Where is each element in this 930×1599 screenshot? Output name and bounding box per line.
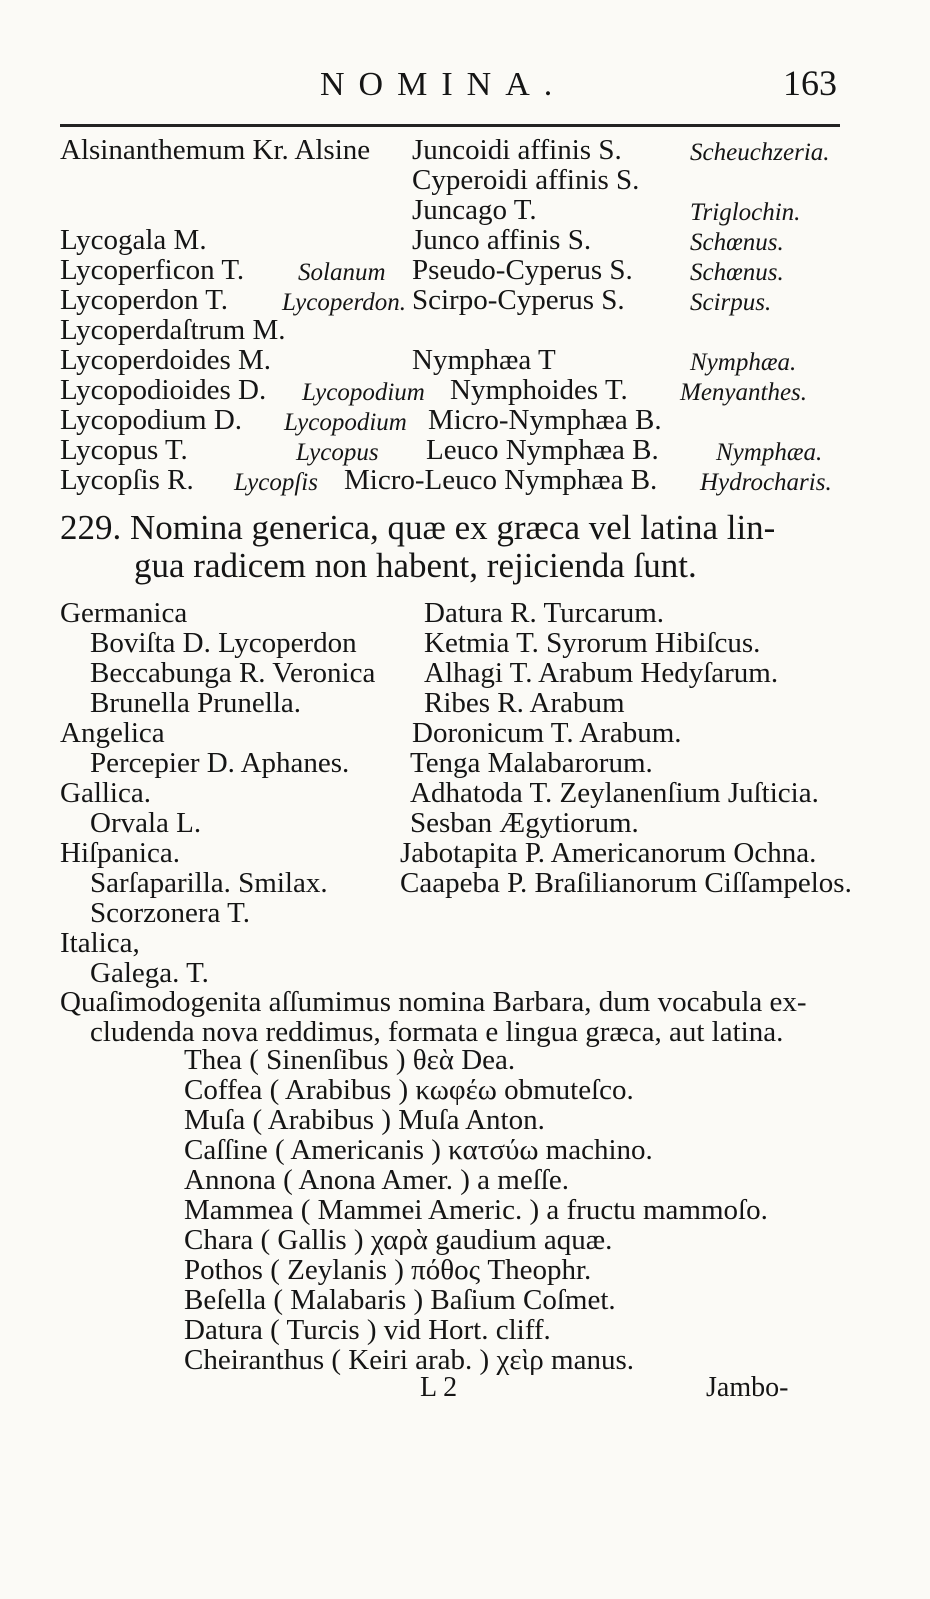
table-cell: Juncoidi affinis S. <box>412 134 622 166</box>
table-cell: Micro-Leuco Nymphæa B. <box>344 464 658 496</box>
table-cell: Nymphoides T. <box>450 374 628 406</box>
table-cell: Nymphæa. <box>690 349 797 376</box>
table-cell: Nymphæa. <box>716 439 823 466</box>
table-cell: Lycopus <box>296 439 379 466</box>
table-cell: Alsinanthemum Kr. Alsine <box>60 134 371 166</box>
table-cell: Solanum <box>298 259 386 286</box>
table-cell: Lycoperdaſtrum M. <box>60 314 286 346</box>
list-item: Caapeba P. Braſilianorum Ciſſampelos. <box>400 867 852 899</box>
table-cell: Leuco Nymphæa B. <box>426 434 659 466</box>
list-item: Galega. T. <box>90 957 209 989</box>
table-cell: Lycoperficon T. <box>60 254 245 286</box>
table-cell: Lycopus T. <box>60 434 188 466</box>
header-rule <box>60 124 840 127</box>
table-cell: Juncago T. <box>412 194 537 226</box>
etymology-line: Datura ( Turcis ) vid Hort. cliff. <box>184 1314 551 1346</box>
list-item: Orvala L. <box>90 807 202 839</box>
etymology-line: Pothos ( Zeylanis ) πόθος Theophr. <box>184 1254 592 1286</box>
table-cell: Lycopodioides D. <box>60 374 267 406</box>
list-item: Percepier D. Aphanes. <box>90 747 350 779</box>
rule-229-line1: 229. Nomina generica, quæ ex græca vel latina lin- <box>60 508 776 547</box>
list-item: Datura R. Turcarum. <box>424 597 665 629</box>
table-cell: Lycogala M. <box>60 224 207 256</box>
etymology-line: Thea ( Sinenſibus ) θεὰ Dea. <box>184 1044 516 1076</box>
paragraph-line: cludenda nova reddimus, formata e lingua græca, aut latina. <box>90 1016 784 1048</box>
table-cell: Lycopodium D. <box>60 404 243 436</box>
catchword: Jambo- <box>706 1372 789 1403</box>
etymology-line: Beſella ( Malabaris ) Baſium Coſmet. <box>184 1284 616 1316</box>
etymology-line: Coffea ( Arabibus ) κωφέω obmuteſco. <box>184 1074 634 1106</box>
list-item: Doronicum T. Arabum. <box>412 717 682 749</box>
table-cell: Menyanthes. <box>680 379 808 406</box>
list-item: Jabotapita P. Americanorum Ochna. <box>400 837 817 869</box>
table-cell: Lycopodium <box>302 379 425 406</box>
table-cell: Lycopodium <box>284 409 407 436</box>
table-cell: Schœnus. <box>690 259 784 286</box>
table-cell: Schœnus. <box>690 229 784 256</box>
list-item: Alhagi T. Arabum Hedyſarum. <box>424 657 779 689</box>
etymology-line: Cheiranthus ( Keiri arab. ) χεὶρ manus. <box>184 1344 634 1376</box>
etymology-line: Chara ( Gallis ) χαρὰ gaudium aquæ. <box>184 1224 613 1256</box>
table-cell: Hydrocharis. <box>700 469 832 496</box>
list-item: Angelica <box>60 717 165 749</box>
list-item: Ribes R. Arabum <box>424 687 625 719</box>
list-item: Sesban Ægytiorum. <box>410 807 639 839</box>
list-item: Gallica. <box>60 777 151 809</box>
etymology-line: Mammea ( Mammei Americ. ) a fructu mammoſo. <box>184 1194 768 1226</box>
rule-229-line2: gua radicem non habent, rejicienda ſunt. <box>134 546 697 585</box>
table-cell: Micro-Nymphæa B. <box>428 404 662 436</box>
table-cell: Lycoperdon. <box>282 289 406 316</box>
table-cell: Scheuchzeria. <box>690 139 830 166</box>
table-cell: Scirpus. <box>690 289 772 316</box>
signature-mark: L 2 <box>420 1372 458 1403</box>
list-item: Sarſaparilla. Smilax. <box>90 867 328 899</box>
paragraph-line: Quaſimodogenita aſſumimus nomina Barbara, dum vocabula ex- <box>60 986 807 1018</box>
table-cell: Lycoperdoides M. <box>60 344 272 376</box>
table-cell: Pseudo-Cyperus S. <box>412 254 633 286</box>
etymology-line: Caſſine ( Americanis ) κατσύω machino. <box>184 1134 653 1166</box>
list-item: Boviſta D. Lycoperdon <box>90 627 357 659</box>
table-cell: Lycopſis <box>234 469 318 496</box>
page-number: 163 <box>783 63 837 103</box>
running-head: NOMINA. <box>320 66 567 103</box>
table-cell: Scirpo-Cyperus S. <box>412 284 625 316</box>
list-item: Adhatoda T. Zeylanenſium Juſticia. <box>410 777 819 809</box>
table-cell: Cyperoidi affinis S. <box>412 164 640 196</box>
table-cell: Lycoperdon T. <box>60 284 229 316</box>
table-cell: Junco affinis S. <box>412 224 592 256</box>
list-item: Germanica <box>60 597 188 629</box>
etymology-line: Muſa ( Arabibus ) Muſa Anton. <box>184 1104 545 1136</box>
list-item: Ketmia T. Syrorum Hibiſcus. <box>424 627 761 659</box>
list-item: Italica, <box>60 927 140 959</box>
table-cell: Lycopſis R. <box>60 464 194 496</box>
list-item: Scorzonera T. <box>90 897 250 929</box>
table-cell: Nymphæa T <box>412 344 556 376</box>
list-item: Hiſpanica. <box>60 837 180 869</box>
list-item: Brunella Prunella. <box>90 687 302 719</box>
table-cell: Triglochin. <box>690 199 801 226</box>
etymology-line: Annona ( Anona Amer. ) a meſſe. <box>184 1164 569 1196</box>
list-item: Beccabunga R. Veronica <box>90 657 376 689</box>
list-item: Tenga Malabarorum. <box>410 747 653 779</box>
